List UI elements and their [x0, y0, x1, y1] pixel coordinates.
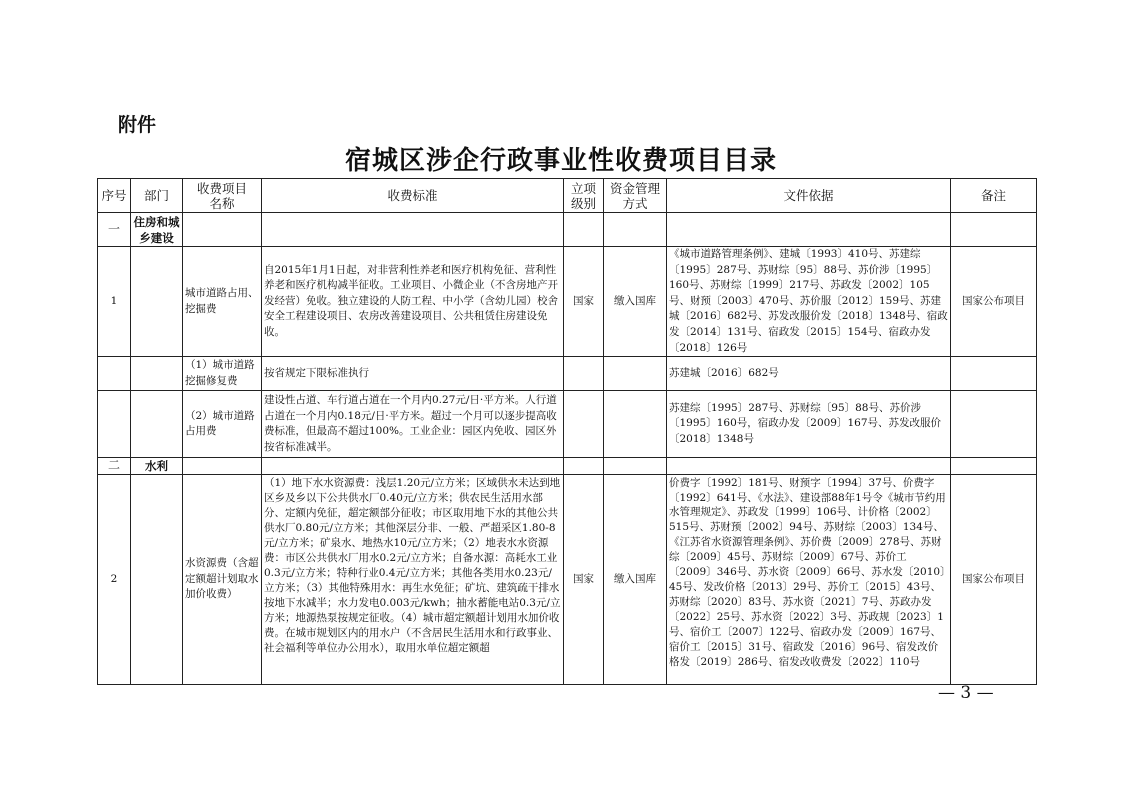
- column-header: [604, 179, 667, 213]
- document-basis-text: 价费字〔1992〕181号、财预字〔1994〕37号、价费字〔1992〕641号、《水法》、建设部88年1号令《城市节约用水管理规定》、苏政发〔1999〕106号、计价格〔2002〕515号、苏财预〔2002〕94号、苏财综〔2003〕134号、《江苏省水资源管理条例》、苏价费〔2009〕278号、苏财综〔2009〕45号、苏财综〔2009〕67号、苏价工〔2009〕346号、苏水资〔2009〕66号、苏水发〔2010〕45号、发改价格〔2013〕29号、苏价工〔2015〕43号、苏财综〔2020〕83号、苏水资〔2021〕7号、苏政办发〔2022〕25号、苏水资〔2022〕3号、苏政规〔2023〕1号、宿价工〔2007〕122号、宿政办发〔2009〕167号、宿价工〔2015〕31号、宿政发〔2016〕96号、宿发改价格发〔2019〕286号、宿发改收费发〔2022〕110号: [669, 476, 946, 668]
- fee-item-name: （2）城市道路占用费: [183, 391, 262, 458]
- approval-level: [564, 357, 604, 391]
- column-header: 收费标准: [262, 179, 564, 213]
- fee-item-name: 水资源费（含超定额超计划取水加价收费）: [183, 475, 262, 685]
- fee-standard: 建设性占道、车行道占道在一个月内0.27元/日·平方米。人行道占道在一个月内0.18元/日·平方米。超过一个月可以逐步提高收费标准，但最高不超过100%。工业企业：园区内免收、园区外按省标准减半。: [262, 391, 564, 458]
- approval-level: [564, 391, 604, 458]
- page-number: — 3 —: [938, 683, 994, 703]
- row-note: 国家公布项目: [951, 475, 1037, 685]
- attachment-label: 附件: [118, 114, 157, 136]
- column-header: 部门: [131, 179, 183, 213]
- column-header: 序号: [98, 179, 131, 213]
- document-title: 宿城区涉企行政事业性收费项目目录: [344, 146, 777, 176]
- section-number: 一: [98, 213, 131, 247]
- table-row: [98, 357, 1037, 391]
- fee-standard-text: （1）地下水水资源费：浅层1.20元/立方米；区域供水未达到地区乡及乡以下公共供水厂0.40元/立方米；供农民生活用水部分、定额内免征，超定额部分征收；市区取用地下水的其他公共供水厂0.80元/立方米；其他深层分非、一般、严超采区1.80-8元/立方米；矿泉水、地热水10元/立方米；（2）地表水水资源费：市区公共供水厂用水0.2元/立方米；自备水源：高耗水工业0.3元/立方米；特种行业0.4元/立方米；其他各类用水0.23元/立方米；（3）其他特殊用水：再生水免征；矿坑、建筑疏干排水按地下水减半；水力发电0.003元/kwh；抽水蓄能电站0.3元/立方米；地源热泵按规定征收。（4）城市超定额超计划用水加价收费。在城市规划区内的用水户（不含居民生活用水和行政事业、社会福利等单位办公用水），取用水单位超定额超: [264, 476, 561, 654]
- row-note: 国家公布项目: [951, 247, 1037, 357]
- column-header: [564, 179, 604, 213]
- row-number: 1: [98, 247, 131, 357]
- row-department: [131, 391, 183, 458]
- row-number: [98, 357, 131, 391]
- document-basis: 苏建城〔2016〕682号: [667, 357, 951, 391]
- row-department: [131, 357, 183, 391]
- row-number: 2: [98, 475, 131, 685]
- fee-standard: 按省规定下限标准执行: [262, 357, 564, 391]
- fund-management: 缴入国库: [604, 247, 667, 357]
- fee-item-name: （1）城市道路挖掘修复费: [183, 357, 262, 391]
- column-header: 备注: [951, 179, 1037, 213]
- row-department: [131, 475, 183, 685]
- section-department: 住房和城乡建设: [131, 213, 183, 247]
- fee-item-name: 城市道路占用、挖掘费: [183, 247, 262, 357]
- column-header-text: 立项级别: [570, 180, 596, 211]
- section-number: 二: [98, 458, 131, 475]
- column-header-text: 资金管理方式: [609, 180, 660, 211]
- approval-level: 国家: [564, 475, 604, 685]
- document-basis: 苏建综〔1995〕287号、苏财综〔95〕88号、苏价涉〔1995〕160号，宿政办发〔2009〕167号、苏发改服价〔2018〕1348号: [667, 391, 951, 458]
- column-header-text: 收费项目名称: [196, 180, 247, 211]
- fund-management: [604, 391, 667, 458]
- fund-management: 缴入国库: [604, 475, 667, 685]
- row-department: [131, 247, 183, 357]
- approval-level: 国家: [564, 247, 604, 357]
- fee-standard: [262, 475, 564, 685]
- column-header: [183, 179, 262, 213]
- table-row: [98, 475, 1037, 685]
- table-row: [98, 247, 1037, 357]
- row-note: [951, 357, 1037, 391]
- fee-standard: 自2015年1月1日起，对非营利性养老和医疗机构免征、营利性养老和医疗机构减半征收。工业项目、小微企业（不含房地产开发经营）免收。独立建设的人防工程、中小学（含幼儿园）校舍安全工程建设项目、农房改善建设项目、公共租赁住房建设免收。: [262, 247, 564, 357]
- section-row: [98, 213, 1037, 247]
- table-header-row: [98, 179, 1037, 213]
- section-department: 水利: [131, 458, 183, 475]
- fee-catalog-table: [97, 178, 1037, 685]
- row-note: [951, 391, 1037, 458]
- fund-management: [604, 357, 667, 391]
- section-row: [98, 458, 1037, 475]
- document-basis: [667, 475, 951, 685]
- document-basis: 《城市道路管理条例》、建城〔1993〕410号、苏建综〔1995〕287号、苏财综〔95〕88号、苏价涉〔1995〕160号、苏财综〔1999〕217号、苏政发〔2002〕105号、财预〔2003〕470号、苏价服〔2012〕159号、苏建城〔2016〕682号、苏发改服价发〔2018〕1348号、宿政发〔2014〕131号、宿政发〔2015〕154号、宿政办发〔2018〕126号: [667, 247, 951, 357]
- table-row: [98, 391, 1037, 458]
- column-header: 文件依据: [667, 179, 951, 213]
- row-number: [98, 391, 131, 458]
